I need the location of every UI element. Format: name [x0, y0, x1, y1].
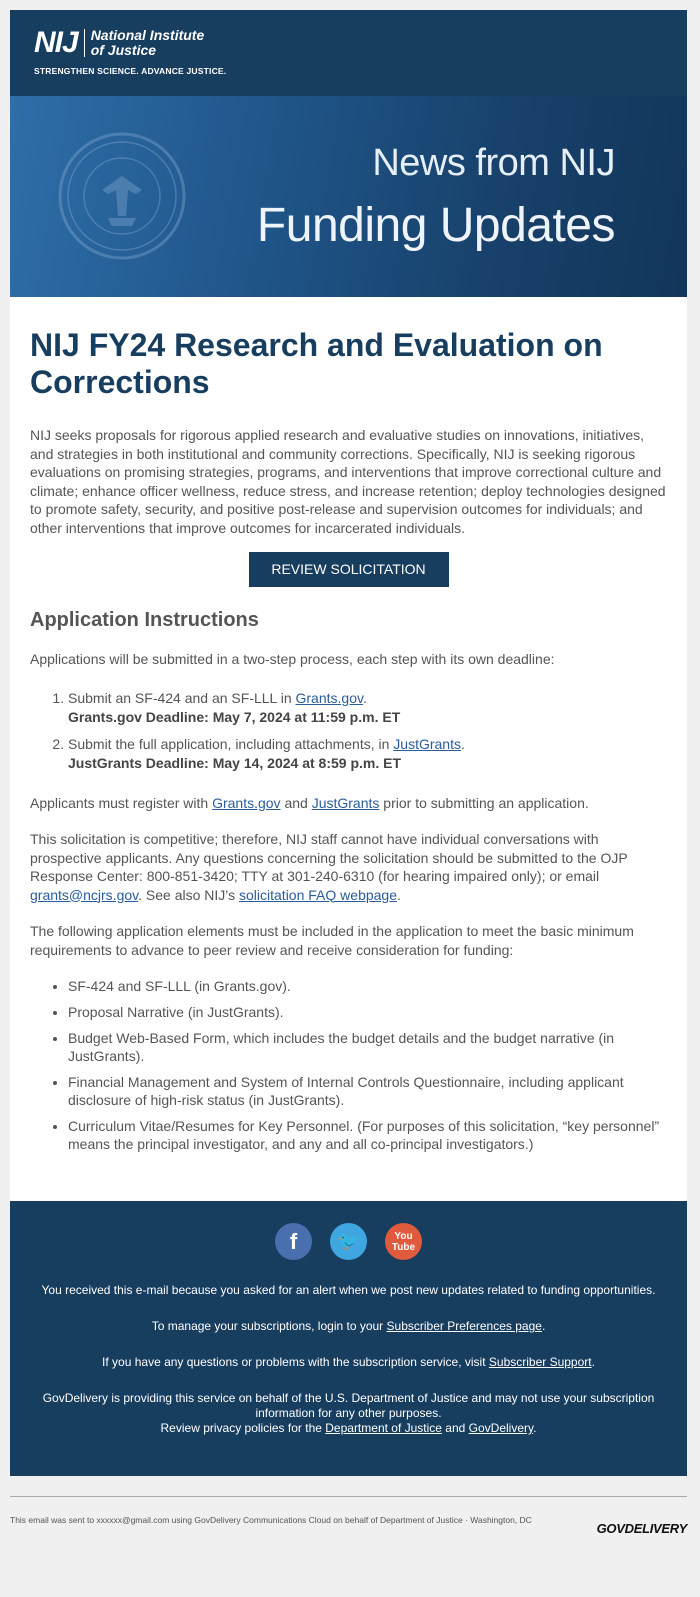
banner	[10, 96, 687, 297]
review-solicitation-button[interactable]: REVIEW SOLICITATION	[249, 552, 449, 587]
elements-list	[68, 977, 667, 1153]
bottom-inner	[10, 1496, 687, 1536]
support-paragraph	[30, 1355, 667, 1370]
step-item	[68, 735, 667, 773]
button-wrapper	[30, 552, 667, 587]
header-bar	[10, 10, 687, 96]
elements-intro: The following application elements must be included in the application to meet the basic minimum requirements to advance to peer review and receive consideration for funding:	[30, 923, 634, 958]
email-container	[10, 10, 687, 1536]
logo-divider	[84, 29, 85, 57]
list-item: • Proposal Narrative (in JustGrants).	[68, 1003, 667, 1021]
support-pre: If you have any questions or problems with the subscription service, visit	[102, 1355, 489, 1369]
register-justgrants-link[interactable]: JustGrants	[311, 794, 380, 811]
govdelivery-privacy-link[interactable]: GovDelivery	[468, 1421, 534, 1435]
logo-name	[91, 28, 205, 58]
support-end: .	[591, 1355, 595, 1369]
list-item: • Financial Management and System of Internal Controls Questionnaire, including applicant disclosure of high-risk status (in JustGrants).	[68, 1073, 667, 1109]
register-grants-gov-link[interactable]: Grants.gov	[212, 794, 281, 811]
doj-privacy-link[interactable]: Department of Justice	[325, 1421, 442, 1435]
logo-name-line1: National Institute	[90, 27, 205, 43]
register-pre: Applicants must register with	[30, 794, 213, 811]
tagline: STRENGTHEN SCIENCE. ADVANCE JUSTICE.	[34, 66, 227, 76]
email-link[interactable]: grants@ncjrs.gov	[30, 886, 139, 903]
twitter-icon[interactable]: 🐦	[330, 1223, 367, 1260]
logo-abbr: NIJ	[34, 26, 78, 59]
subscriber-support-link[interactable]: Subscriber Support	[488, 1355, 592, 1369]
section-heading: Application Instructions	[30, 609, 259, 631]
steps-intro: Applications will be submitted in a two-step process, each step with its own deadline:	[30, 651, 555, 667]
privacy-pre: Review privacy policies for the	[160, 1421, 326, 1435]
step2-end: .	[461, 735, 465, 752]
list-item: • SF-424 and SF-LLL (in Grants.gov).	[68, 977, 667, 995]
govdelivery-line1: GovDelivery is providing this service on behalf of the U.S. Department of Justice and may not use your subscription information for any other purposes.	[42, 1391, 655, 1420]
govdelivery-logo[interactable]: GOVDELIVERY	[596, 1521, 687, 1536]
main-content	[10, 297, 687, 1201]
manage-pre: To manage your subscriptions, login to your	[151, 1319, 387, 1333]
govdelivery-paragraph	[30, 1391, 667, 1436]
alert-text: You received this e-mail because you asked for an alert when we post new updates related to funding opportunities.	[41, 1283, 656, 1297]
step2-deadline: JustGrants Deadline: May 14, 2024 at 8:59 p.m. ET	[68, 754, 402, 771]
nij-logo[interactable]	[34, 28, 687, 58]
footer	[10, 1201, 687, 1476]
subscriber-preferences-link[interactable]: Subscriber Preferences page	[386, 1319, 542, 1333]
list-item: • Budget Web-Based Form, which includes the budget details and the budget narrative (in JustGrants).	[68, 1029, 667, 1065]
manage-end: .	[541, 1319, 546, 1333]
steps-list	[68, 689, 667, 773]
competitive-mid: . See also NIJ’s	[138, 886, 240, 903]
sent-to-text: This email was sent to xxxxxx@gmail.com using GovDelivery Communications Cloud on behalf of Department of Justice · Washington, DC	[10, 1515, 532, 1525]
banner-line1: News from NIJ	[372, 142, 615, 184]
list-item: • Curriculum Vitae/Resumes for Key Personnel. (For purposes of this solicitation, “key personnel” means the principal investigator, and any and all co-principal investigators.)	[68, 1117, 667, 1153]
step1-deadline: Grants.gov Deadline: May 7, 2024 at 11:59 p.m. ET	[68, 708, 401, 725]
register-paragraph	[30, 794, 667, 813]
logo-name-line2: of Justice	[90, 42, 157, 58]
bottom-bar	[10, 1476, 687, 1536]
competitive-end: .	[397, 886, 401, 903]
register-post: prior to submitting an application.	[379, 794, 589, 811]
intro-paragraph: NIJ seeks proposals for rigorous applied research and evaluative studies on innovations, initiatives, and strategies in both institutional and community corrections. Specifically, NIJ is seeking rigorous evaluations on promising strategies, programs, and interventions that improve correctional culture and climate; enhance officer wellness, reduce stress, and increase retention; deploy technologies designed to promote safety, security, and positive post-release and supervision outcomes for individuals; and other interventions that improve outcomes for incarcerated individuals.	[30, 427, 666, 536]
manage-paragraph	[30, 1319, 667, 1334]
social-links	[30, 1223, 667, 1260]
step-item	[68, 689, 667, 727]
register-and: and	[280, 794, 312, 811]
doj-seal-icon	[58, 132, 186, 260]
faq-link[interactable]: solicitation FAQ webpage	[239, 886, 397, 903]
privacy-and: and	[441, 1421, 469, 1435]
facebook-icon[interactable]: f	[275, 1223, 312, 1260]
grants-gov-link[interactable]: Grants.gov	[295, 689, 363, 706]
youtube-icon[interactable]: You Tube	[385, 1223, 422, 1260]
step1-text: Submit an SF-424 and an SF-LLL in	[68, 689, 296, 706]
justgrants-link[interactable]: JustGrants	[393, 735, 461, 752]
step2-text: Submit the full application, including attachments, in	[68, 735, 394, 752]
page-title: NIJ FY24 Research and Evaluation on Corrections	[30, 327, 603, 400]
banner-line2: Funding Updates	[256, 199, 615, 252]
competitive-text: This solicitation is competitive; therefore, NIJ staff cannot have individual conversations with prospective applicants. Any questions concerning the solicitation should be submitted to the OJP Response Center: 800-851-3420; TTY at 301-240-6310 (for hearing impaired only); or email	[30, 831, 628, 884]
privacy-end: .	[533, 1421, 537, 1435]
competitive-paragraph	[30, 830, 667, 904]
step1-end: .	[362, 689, 367, 706]
